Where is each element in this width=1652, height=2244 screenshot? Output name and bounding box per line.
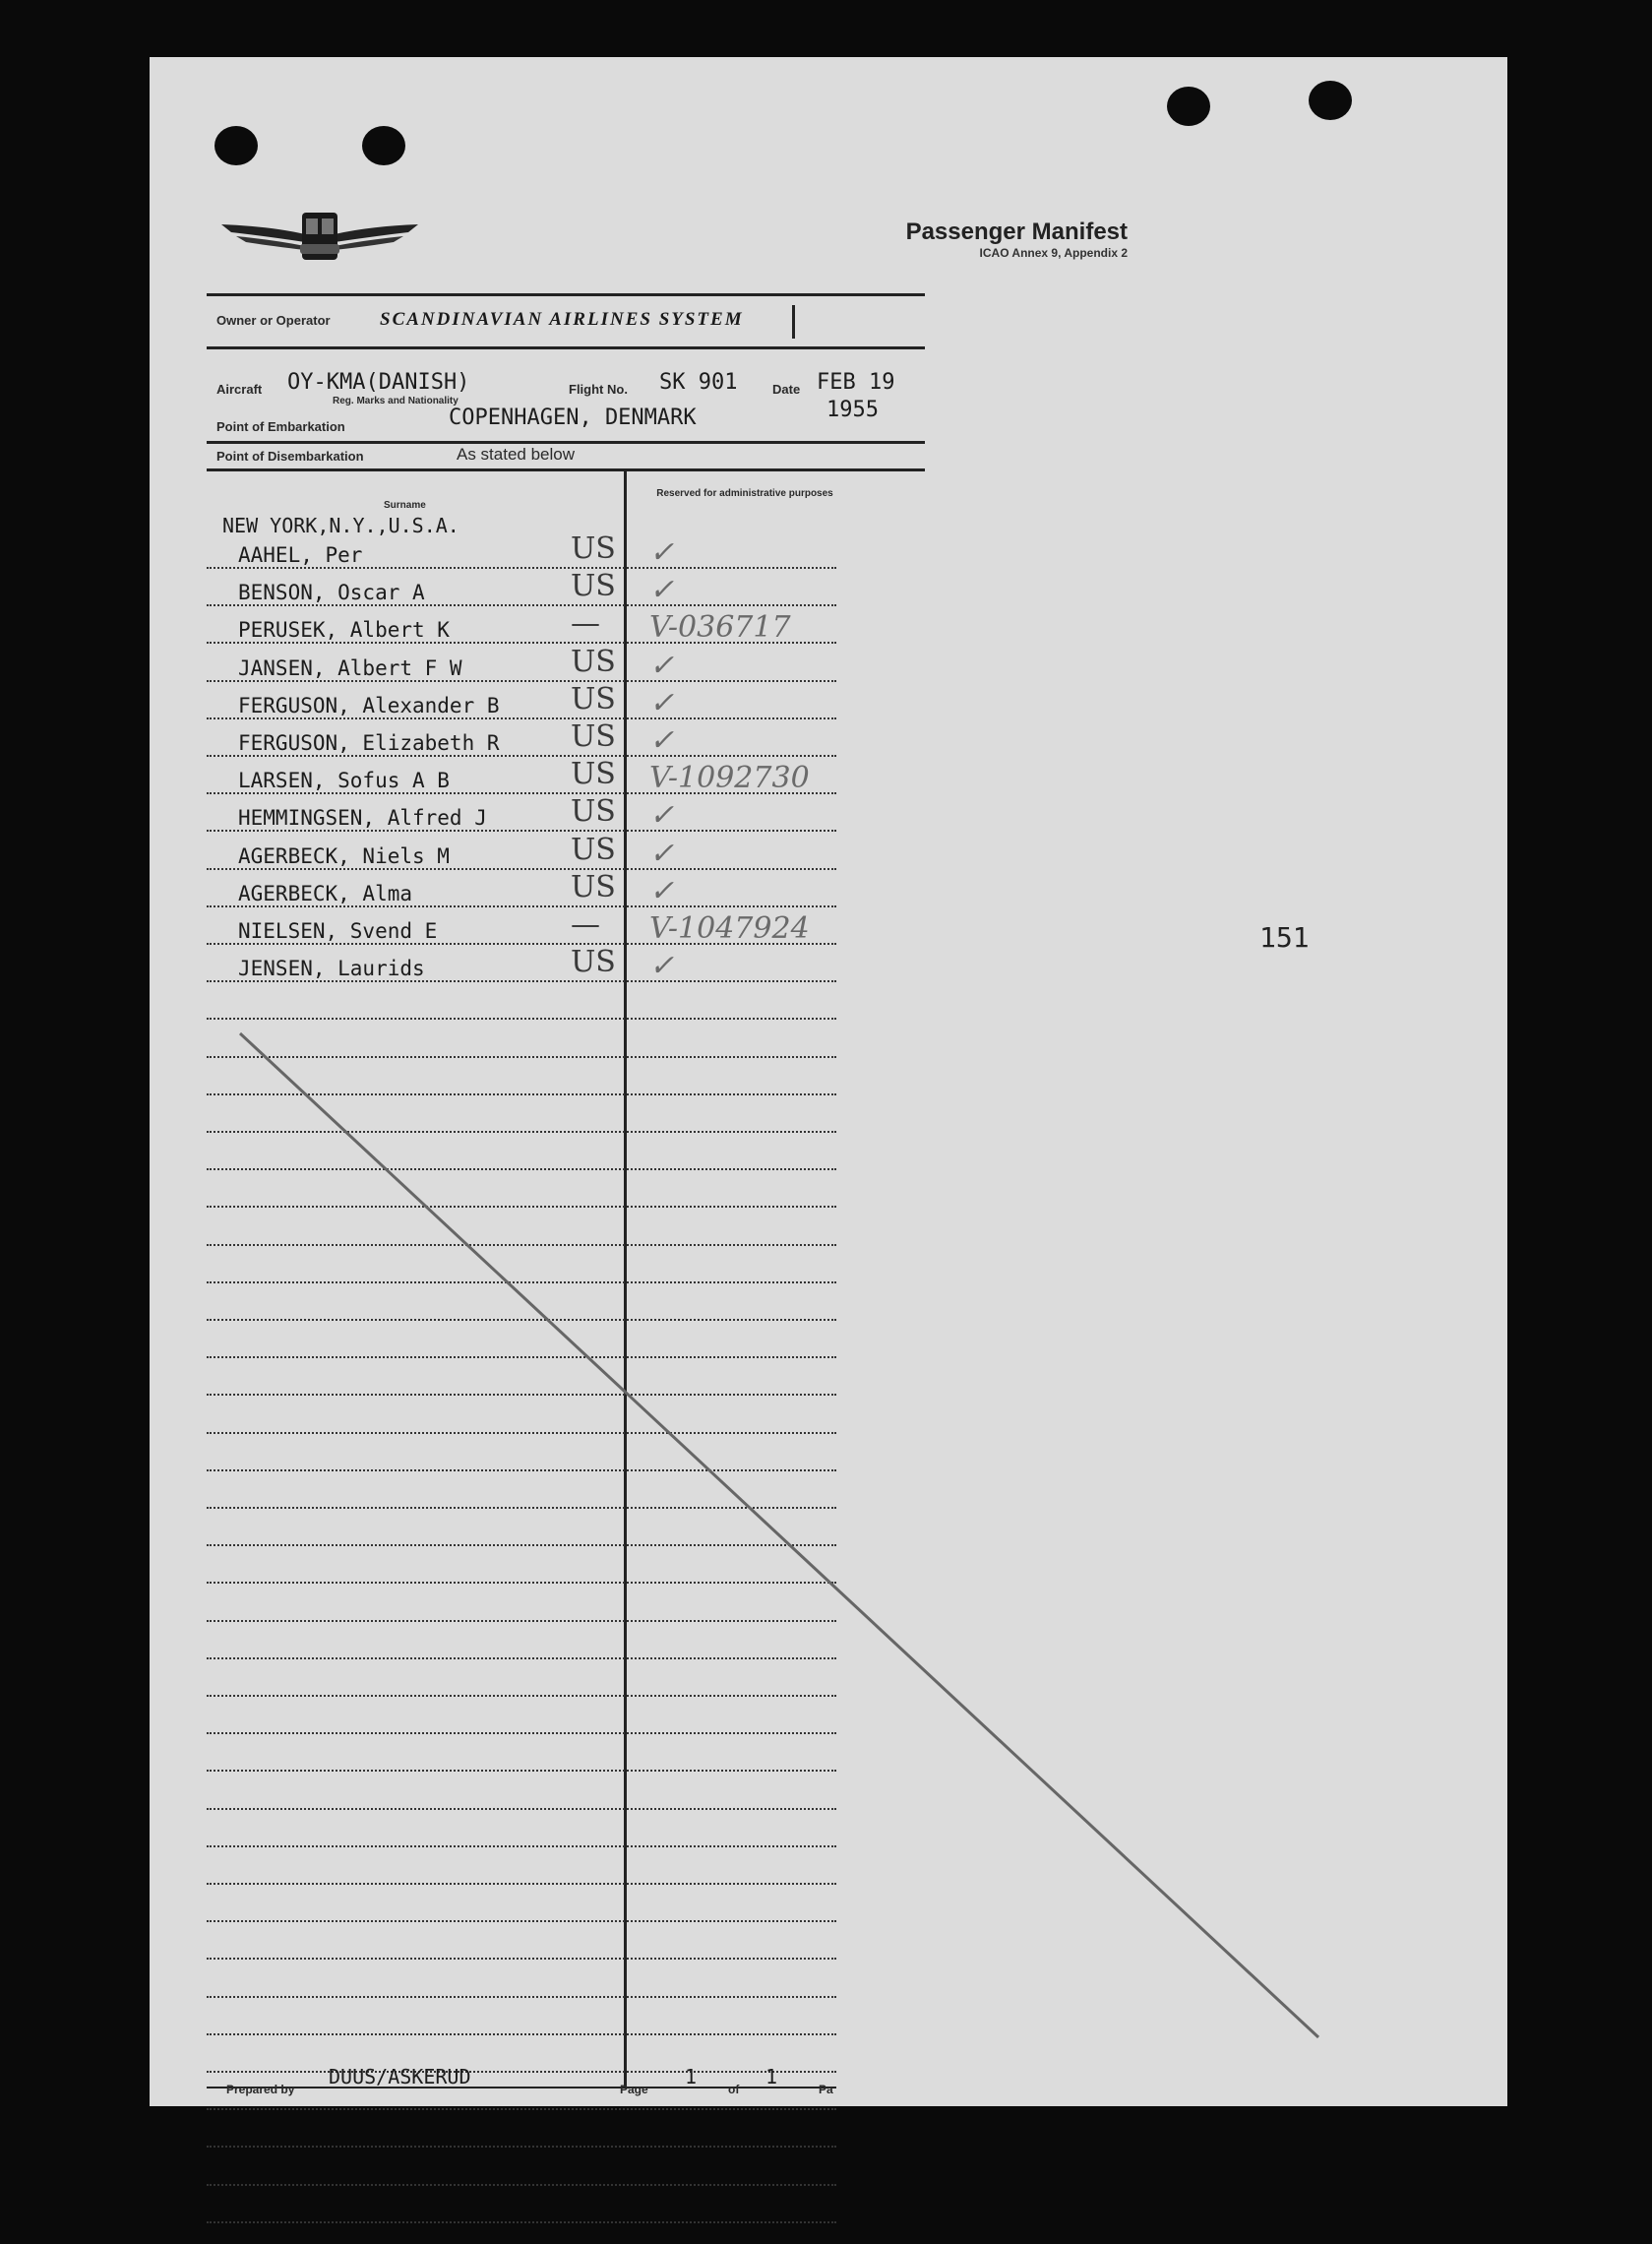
ruled-line <box>207 1770 836 1772</box>
embark-rule <box>207 441 925 444</box>
form-title-block <box>724 218 1128 260</box>
ruled-line <box>207 1206 836 1208</box>
form-title: Passenger Manifest <box>905 218 1128 245</box>
ruled-line <box>207 905 836 907</box>
flight-label: Flight No. <box>569 382 628 397</box>
passenger-name: AAHEL, Per <box>238 543 363 567</box>
embark-label: Point of Embarkation <box>216 419 345 434</box>
ruled-line <box>207 1958 836 1960</box>
ruled-line <box>207 1732 836 1734</box>
admin-note: ✓ <box>649 949 675 984</box>
ruled-line <box>207 1920 836 1922</box>
passenger-name: FERGUSON, Alexander B <box>238 693 500 717</box>
table-row <box>207 681 836 725</box>
citizenship-mark: US <box>571 719 616 754</box>
table-row <box>207 569 836 612</box>
table-row <box>207 945 836 988</box>
flight-value: SK 901 <box>659 370 738 395</box>
ruled-line <box>207 868 836 870</box>
disembark-rule <box>207 468 925 471</box>
of-label: of <box>728 2083 740 2096</box>
ruled-line <box>207 2108 836 2110</box>
ruled-line <box>207 1244 836 1246</box>
admin-note: ✓ <box>649 648 675 683</box>
reg-label: Reg. Marks and Nationality <box>333 396 459 406</box>
date-label: Date <box>772 382 801 397</box>
ruled-line <box>207 642 836 644</box>
page-value: 1 <box>685 2065 698 2088</box>
admin-note: V-1092730 <box>649 761 810 796</box>
reserved-header: Reserved for administrative purposes <box>656 488 833 499</box>
table-row <box>207 907 836 951</box>
ruled-line <box>207 1657 836 1659</box>
ruled-line <box>207 830 836 832</box>
admin-note: ✓ <box>649 723 675 758</box>
ruled-line <box>207 2071 836 2073</box>
ruled-line <box>207 2146 836 2148</box>
citizenship-mark: US <box>571 794 616 830</box>
passenger-name: JANSEN, Albert F W <box>238 655 462 680</box>
passenger-name: AGERBECK, Alma <box>238 881 413 905</box>
ruled-line <box>207 1544 836 1546</box>
form-subtitle: ICAO Annex 9, Appendix 2 <box>979 246 1128 260</box>
table-row <box>207 606 836 650</box>
citizenship-mark: US <box>571 644 616 679</box>
passenger-name: NIELSEN, Svend E <box>238 919 438 943</box>
citizenship-mark: — <box>571 907 600 942</box>
table-row <box>207 869 836 913</box>
ruled-line <box>207 1620 836 1622</box>
ruled-line <box>207 1845 836 1847</box>
ruled-line <box>207 1695 836 1697</box>
table-row <box>207 832 836 876</box>
punch-hole <box>362 126 405 165</box>
stamp-number: 151 <box>1259 921 1310 954</box>
embark-value: COPENHAGEN, DENMARK <box>449 405 697 430</box>
ruled-line <box>207 1356 836 1358</box>
page-suffix: Pa <box>819 2083 833 2096</box>
passenger-name: LARSEN, Sofus A B <box>238 769 450 793</box>
disembark-label: Point of Disembarkation <box>216 449 364 464</box>
ruled-line <box>207 1582 836 1584</box>
year-value: 1955 <box>826 398 879 422</box>
table-row <box>207 719 836 763</box>
prepared-label: Prepared by <box>226 2083 295 2096</box>
passenger-name: JENSEN, Laurids <box>238 957 425 981</box>
table-row <box>207 644 836 688</box>
prepared-value: DUUS/ASKERUD <box>329 2065 471 2088</box>
ruled-line <box>207 680 836 682</box>
ruled-line <box>207 1018 836 1020</box>
citizenship-mark: US <box>571 531 616 566</box>
ruled-line <box>207 980 836 982</box>
ruled-line <box>207 943 836 945</box>
citizenship-mark: US <box>571 945 616 980</box>
ruled-line <box>207 1319 836 1321</box>
footer-rule <box>207 2087 836 2088</box>
admin-note: V-1047924 <box>649 911 810 946</box>
punch-hole <box>1309 81 1352 120</box>
ruled-line <box>207 1469 836 1471</box>
ruled-line <box>207 1507 836 1509</box>
ruled-line <box>207 1168 836 1170</box>
ruled-line <box>207 1394 836 1396</box>
citizenship-mark: US <box>571 832 616 867</box>
surname-header: Surname <box>384 500 426 511</box>
citizenship-mark: US <box>571 869 616 904</box>
ruled-line <box>207 1883 836 1885</box>
admin-note: V-036717 <box>649 610 791 646</box>
disembark-value: As stated below <box>457 445 576 464</box>
ruled-line <box>207 1056 836 1058</box>
of-value: 1 <box>765 2065 778 2088</box>
ruled-line <box>207 2221 836 2223</box>
ruled-line <box>207 567 836 569</box>
ruled-line <box>207 1808 836 1810</box>
ruled-line <box>207 1432 836 1434</box>
owner-rule <box>207 346 925 349</box>
ruled-line <box>207 792 836 794</box>
owner-label: Owner or Operator <box>216 313 331 328</box>
table-row <box>207 794 836 838</box>
ruled-line <box>207 2184 836 2186</box>
citizenship-mark: US <box>571 569 616 604</box>
ruled-line <box>207 1996 836 1998</box>
citizenship-mark: — <box>571 606 600 642</box>
admin-note: ✓ <box>649 836 675 871</box>
ruled-line <box>207 755 836 757</box>
admin-note: ✓ <box>649 535 675 570</box>
page-label: Page <box>620 2083 648 2096</box>
citizenship-mark: US <box>571 681 616 717</box>
passenger-name: HEMMINGSEN, Alfred J <box>238 806 487 831</box>
passenger-name: BENSON, Oscar A <box>238 581 425 605</box>
ruled-line <box>207 1093 836 1095</box>
passenger-name: FERGUSON, Elizabeth R <box>238 731 500 755</box>
passenger-name: PERUSEK, Albert K <box>238 618 450 643</box>
admin-note: ✓ <box>649 573 675 608</box>
passenger-name: AGERBECK, Niels M <box>238 843 450 868</box>
citizenship-mark: US <box>571 757 616 792</box>
table-row <box>207 757 836 800</box>
airline-wings-logo <box>221 205 418 274</box>
ruled-line <box>207 717 836 719</box>
ruled-line <box>207 2033 836 2035</box>
aircraft-value: OY-KMA(DANISH) <box>287 370 470 395</box>
header-rule <box>207 293 925 296</box>
destination-heading: NEW YORK,N.Y.,U.S.A. <box>222 514 459 537</box>
admin-note: ✓ <box>649 685 675 720</box>
owner-value: SCANDINAVIAN AIRLINES SYSTEM <box>380 309 744 330</box>
ruled-line <box>207 1281 836 1283</box>
punch-hole <box>1167 87 1210 126</box>
punch-hole <box>214 126 258 165</box>
aircraft-label: Aircraft <box>216 382 263 397</box>
manifest-page <box>150 57 1507 2106</box>
owner-divider <box>792 305 795 339</box>
admin-note: ✓ <box>649 873 675 908</box>
ruled-line <box>207 604 836 606</box>
table-row <box>207 531 836 575</box>
ruled-line <box>207 1131 836 1133</box>
date-value: FEB 19 <box>817 370 895 395</box>
admin-note: ✓ <box>649 798 675 834</box>
